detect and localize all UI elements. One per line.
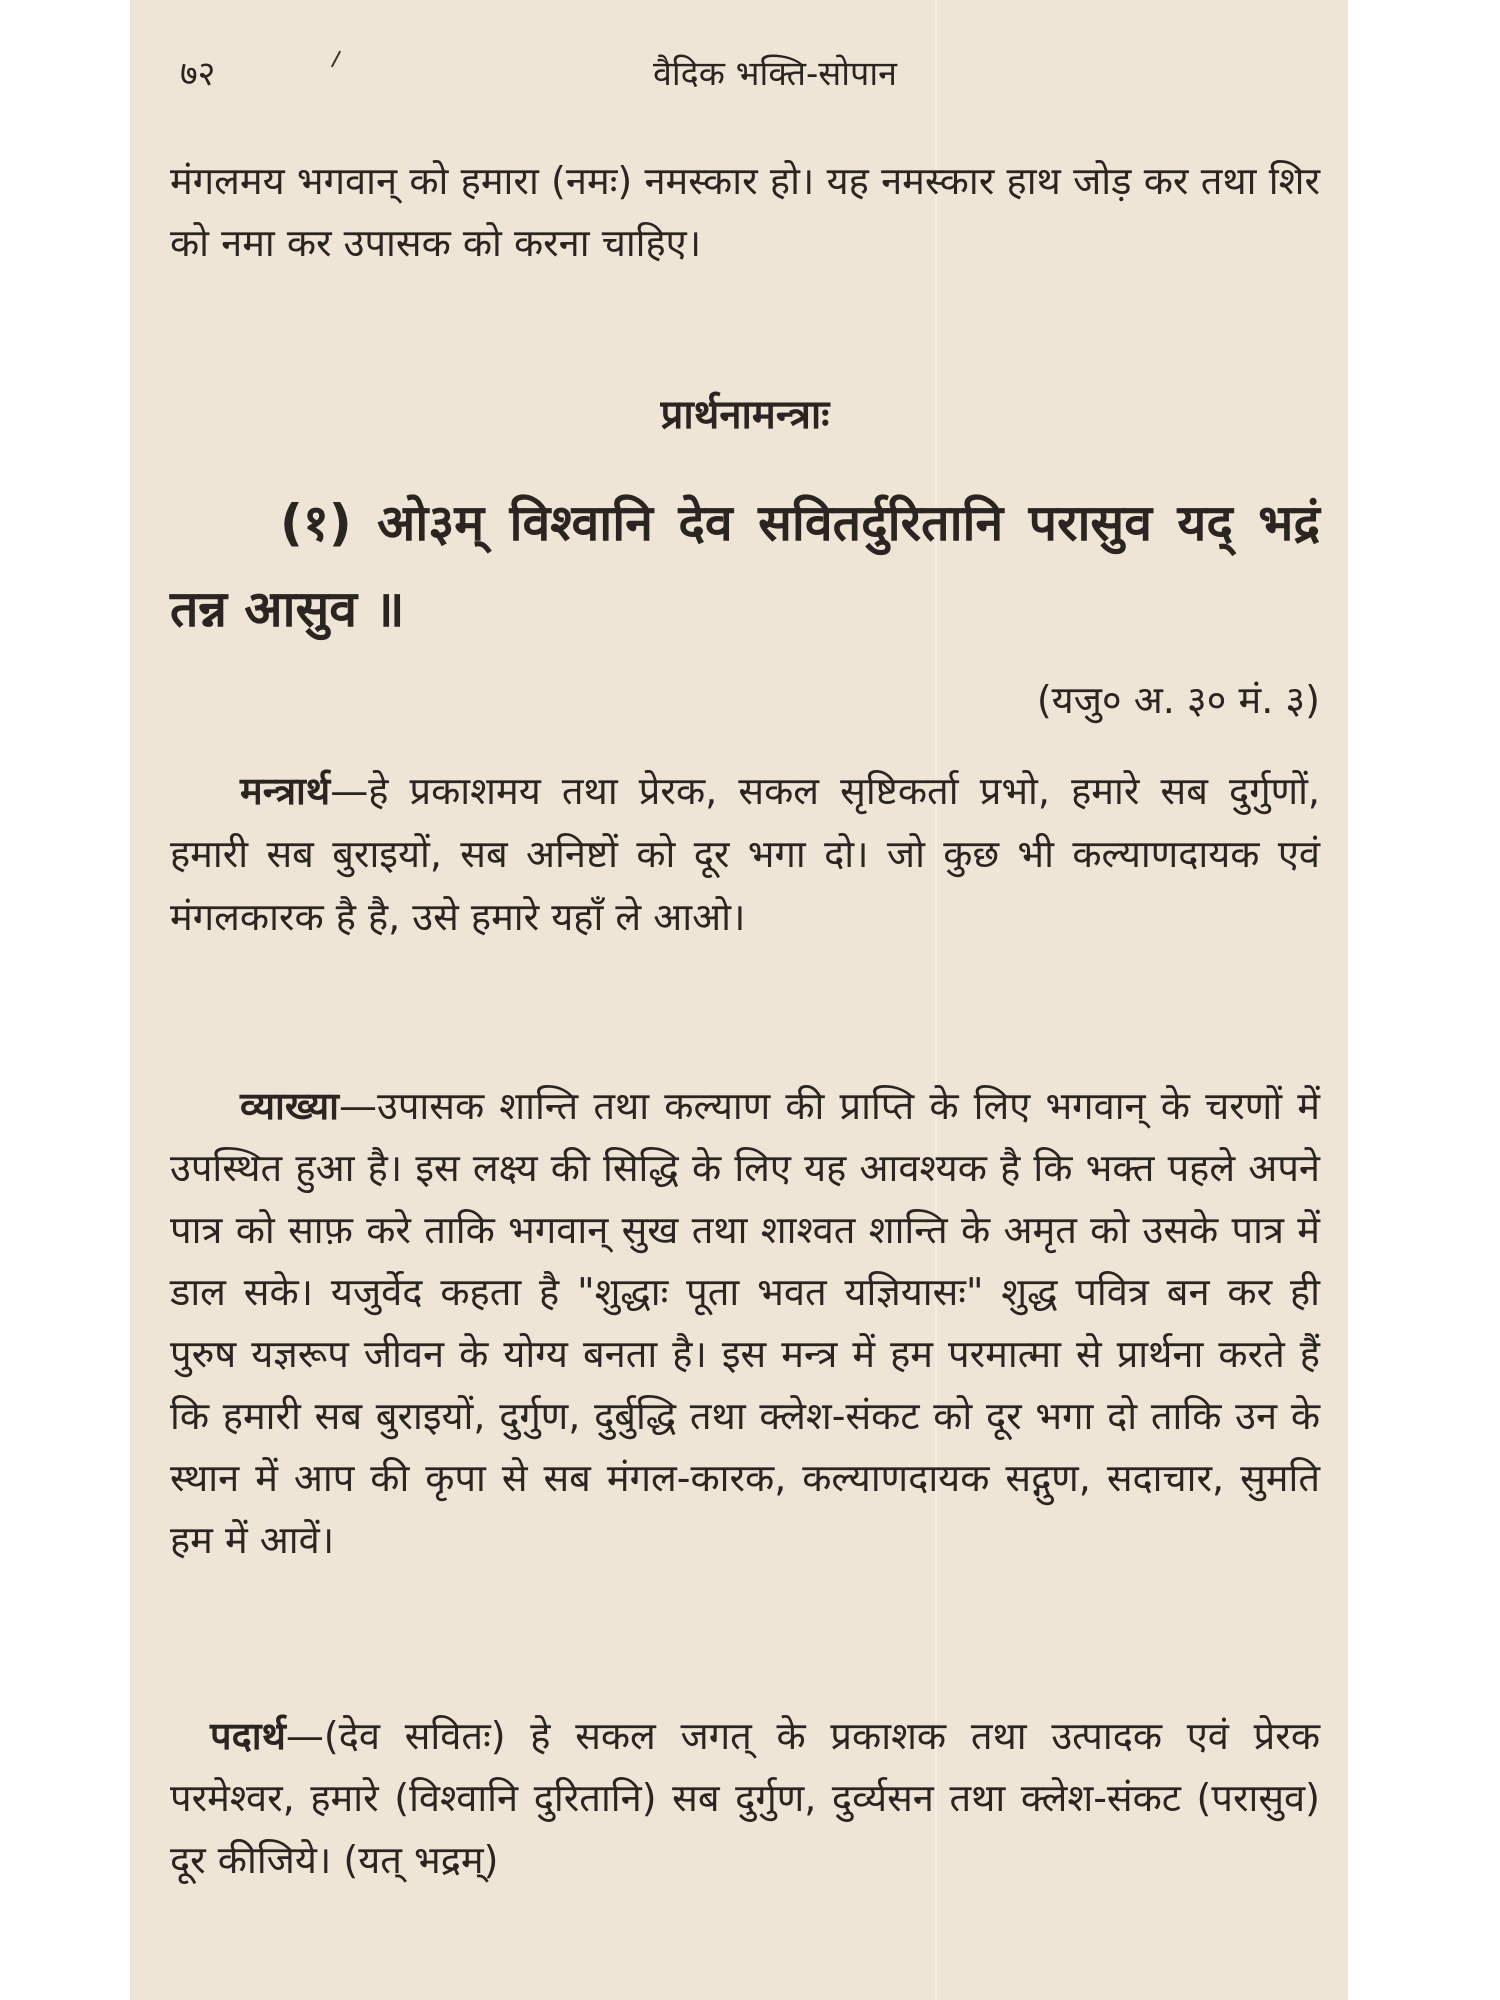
book-page (130, 0, 1348, 2000)
intro-paragraph: मंगलमय भगवान् को हमारा (नमः) नमस्कार हो। यह नमस्कार हाथ जोड़ कर तथा शिर को नमा कर उपासक को करना चाहिए। (170, 159, 1320, 265)
page-header (180, 44, 1310, 104)
vyakhya-paragraph (170, 1075, 1320, 1571)
vyakhya-text: —उपासक शान्ति तथा कल्याण की प्राप्ति के लिए भगवान् के चरणों में उपस्थित हुआ है। इस लक्ष्य की सिद्धि के लिए यह आवश्यक है कि भक्त पहले अपने पात्र को साफ़ करे ताकि भगवान् सुख तथा शाश्वत शान्ति के अमृत को उसके पात्र में डाल सके। यजुर्वेद कहता है "शुद्धाः पूता भवत यज्ञियासः" शुद्ध पवित्र बन कर ही पुरुष यज्ञरूप जीवन के योग्य बनता है। इस मन्त्र में हम परमात्मा से प्रार्थना करते हैं कि हमारी सब बुराइयों, दुर्गुण, दुर्बुद्धि तथा क्लेश-संकट को दूर भगा दो ताकि उन के स्थान में आप की कृपा से सब मंगल-कारक, कल्याणदायक सद्गुण, सदाचार, सुमति हम में आवें। (170, 1084, 1320, 1562)
section-heading: प्रार्थनामन्त्राः (660, 392, 830, 438)
page-number: ७२ (180, 54, 216, 94)
running-title: वैदिक भक्ति-सोपान (652, 54, 898, 94)
mantra-reference: (यजु० अ. ३० मं. ३) (1036, 678, 1320, 722)
page-fold-line (935, 0, 937, 2000)
padartha-label: पदार्थ (210, 1714, 286, 1758)
padartha-paragraph (170, 1705, 1320, 1891)
mantrartha-paragraph (170, 760, 1320, 949)
padartha-text: —(देव सवितः) हे सकल जगत् के प्रकाशक तथा उत्पादक एवं प्रेरक परमेश्वर, हमारे (विश्वानि दुरितानि) सब दुर्गुण, दुर्व्यसन तथा क्लेश-संकट (परासुव) दूर कीजिये। (यत् भद्रम्) (170, 1714, 1320, 1882)
vyakhya-label: व्याख्या (240, 1084, 339, 1128)
mantrartha-label: मन्त्रार्थ (240, 769, 331, 813)
mantrartha-text: —हे प्रकाशमय तथा प्रेरक, सकल सृष्टिकर्ता प्रभो, हमारे सब दुर्गुणों, हमारी सब बुराइयों, सब अनिष्टों को दूर भगा दो। जो कुछ भी कल्याणदायक एवं मंगलकारक है है, उसे हमारे यहाँ ले आओ। (170, 769, 1320, 939)
mantra-text: (१) ओ३म् विश्वानि देव सवितर्दुरितानि परासुव यद् भद्रं तन्न आसुव ॥ (170, 494, 1320, 638)
